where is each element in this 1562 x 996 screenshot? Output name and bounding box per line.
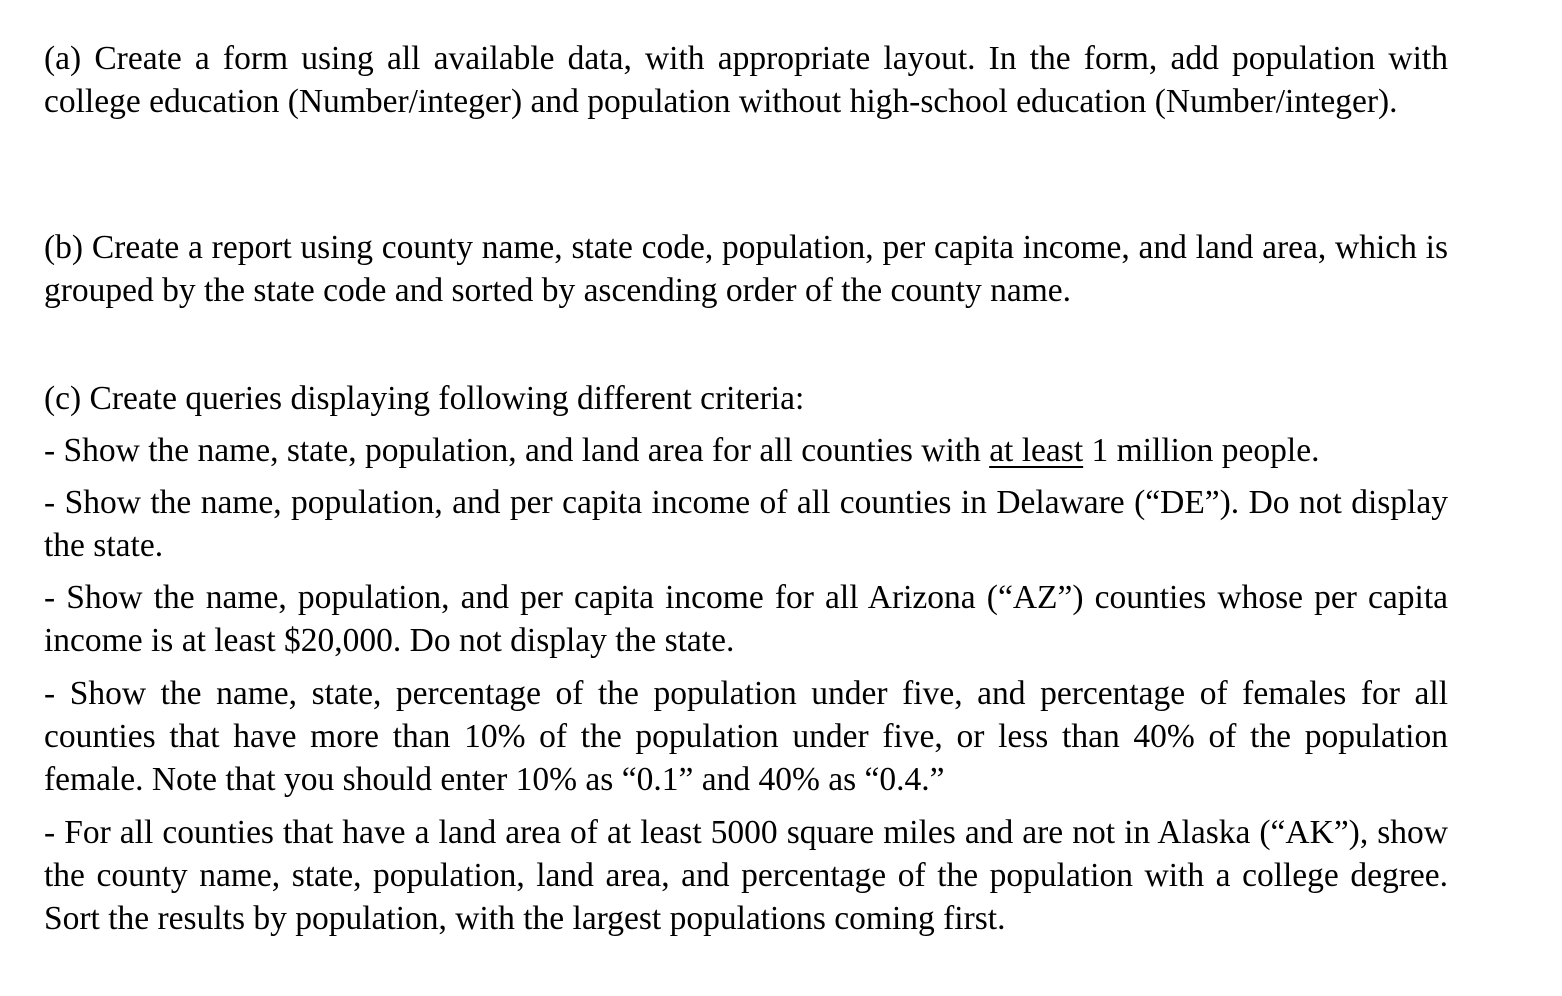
query-criteria-item-5: - For all counties that have a land area of at least 5000 square miles and are not in Alaska (“AK”), show the county name, state, population, land area, and percentage of the population with a college degree. Sort the results by population, with the largest populations coming first. [44, 814, 1448, 937]
part-c-heading: (c) Create queries displaying following different criteria: [44, 380, 805, 417]
part-b-paragraph: (b) Create a report using county name, state code, population, per capita income, and land area, which is grouped by the state code and sorted by ascending order of the county name. [44, 229, 1448, 309]
item-1-text-start: - Show the name, state, population, and land area for all counties with [44, 432, 990, 469]
query-criteria-item-2: - Show the name, population, and per capita income of all counties in Delaware (“DE”). Do not display the state. [44, 484, 1448, 564]
query-criteria-item-1 [44, 429, 1448, 472]
item-1-text-end: 1 million people. [1083, 432, 1320, 469]
query-criteria-item-4: - Show the name, state, percentage of the population under five, and percentage of females for all counties that have more than 10% of the population under five, or less than 40% of the population female. Note that you should enter 10% as “0.1” and 40% as “0.4.” [44, 675, 1448, 798]
query-criteria-item-3: - Show the name, population, and per capita income for all Arizona (“AZ”) counties whose per capita income is at least $20,000. Do not display the state. [44, 579, 1448, 659]
item-1-underlined-text: at least [989, 432, 1084, 469]
part-a-paragraph: (a) Create a form using all available data, with appropriate layout. In the form, add population with college education (Number/integer) and population without high-school education (Number/integer). [44, 40, 1448, 120]
